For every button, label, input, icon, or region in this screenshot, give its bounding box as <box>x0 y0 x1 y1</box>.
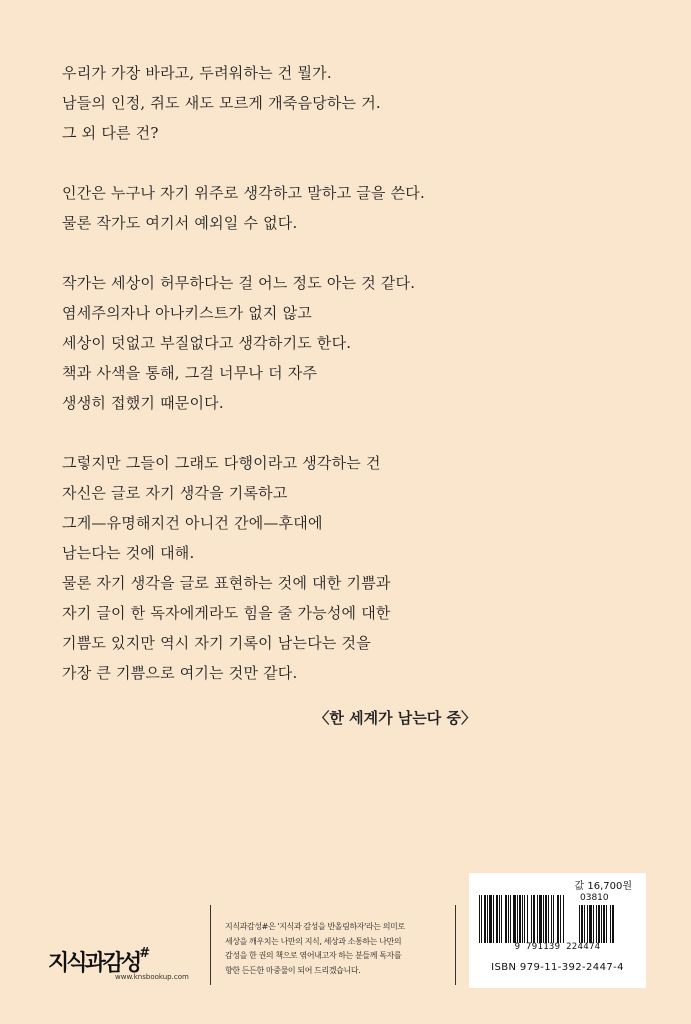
price-text: 값 16,700원 <box>574 881 632 892</box>
text-line: 책과 사색을 통해, 그걸 너무나 더 자주 <box>62 364 318 382</box>
divider <box>455 905 456 985</box>
isbn-text: ISBN 979-11-392-2447-4 <box>491 962 624 973</box>
addon-code: 03810 <box>580 893 609 903</box>
text-line: 작가는 세상이 허무하다는 걸 어느 정도 아는 것 같다. <box>62 274 416 292</box>
publisher-description <box>225 920 447 978</box>
text-line: 염세주의자나 아나키스트가 없지 않고 <box>62 304 312 322</box>
text-line: 가장 큰 기쁨으로 여기는 것만 같다. <box>62 664 298 682</box>
text-line: 자기 글이 한 독자에게라도 힘을 줄 가능성에 대한 <box>62 604 391 622</box>
text-line: 물론 자기 생각을 글로 표현하는 것에 대한 기쁨과 <box>62 574 391 592</box>
paragraph-2 <box>62 178 622 238</box>
source-citation: 〈한 세계가 남는다 중〉 <box>314 709 476 727</box>
barcode-label <box>469 873 646 988</box>
publisher-url: www.knsbookup.com <box>115 973 189 981</box>
text-line: 우리가 가장 바라고, 두려워하는 건 뭘가. <box>62 64 332 82</box>
addon-barcode <box>579 905 631 943</box>
text-line: 그 외 다른 건? <box>62 124 159 142</box>
divider <box>210 905 211 985</box>
text-line: 세상이 덧없고 부질없다고 생각하기도 한다. <box>62 334 352 352</box>
barcode-digits: 9 791139 224474 <box>514 942 601 952</box>
text-line: 기쁨도 있지만 역시 자기 기록이 남는다는 것을 <box>62 634 371 652</box>
text-line: 물론 작가도 여기서 예외일 수 없다. <box>62 214 298 232</box>
paragraph-4 <box>62 448 622 688</box>
text-line: 그게—유명해지건 아니건 간에—후대에 <box>62 514 323 532</box>
publisher-logo-mark: # <box>139 946 151 961</box>
description-line: 세상을 깨우치는 나만의 지식, 세상과 소통하는 나만의 <box>225 936 402 946</box>
text-line: 생생히 접했기 때문이다. <box>62 394 224 412</box>
text-line: 인간은 누구나 자기 위주로 생각하고 말하고 글을 쓴다. <box>62 184 425 202</box>
description-line: 향한 든든한 마중물이 되어 드리겠습니다. <box>225 965 361 975</box>
publisher-logo-text: 지식과감성 <box>48 951 140 976</box>
text-line: 남는다는 것에 대해. <box>62 544 195 562</box>
paragraph-1 <box>62 58 622 148</box>
isbn-barcode <box>479 895 573 943</box>
description-line: 감성을 한 권의 책으로 엮어내고자 하는 분들께 독자를 <box>225 951 402 960</box>
text-line: 남들의 인정, 쥐도 새도 모르게 개죽음당하는 거. <box>62 94 381 112</box>
description-line: 지식과감성#은 '지식과 감성을 반올림하자'라는 의미로 <box>225 922 405 931</box>
back-cover-text <box>62 58 622 688</box>
text-line: 그렇지만 그들이 그래도 다행이라고 생각하는 건 <box>62 454 381 472</box>
paragraph-3 <box>62 268 622 418</box>
text-line: 자신은 글로 자기 생각을 기록하고 <box>62 484 288 502</box>
